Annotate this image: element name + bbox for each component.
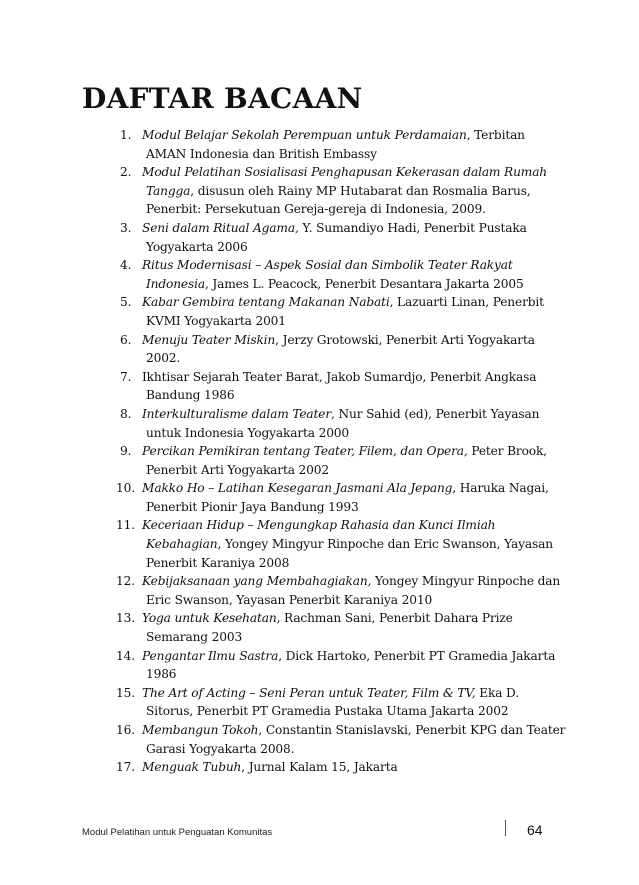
- item-title: Kabar Gembira tentang Makanan Nabati: [142, 295, 390, 310]
- item-details: , Constantin Stanislavski, Penerbit KPG dan Teater Garasi Yogyakarta 2008.: [146, 723, 566, 756]
- item-title: Keceriaan Hidup – Mengungkap Rahasia dan Kunci Ilmiah Kebahagian: [142, 518, 496, 552]
- page-title: DAFTAR BACAAN: [82, 82, 363, 115]
- item-number: 12.: [116, 574, 135, 589]
- reference-list: [98, 126, 568, 777]
- list-item: [98, 256, 568, 293]
- list-item: [98, 516, 568, 572]
- item-title: Menuju Teater Miskin: [142, 332, 276, 347]
- item-details: , James L. Peacock, Penerbit Desantara Jakarta 2005: [204, 276, 524, 291]
- item-number: 13.: [116, 611, 135, 626]
- item-number: 9.: [120, 444, 132, 459]
- item-details: , Rachman Sani, Penerbit Dahara Prize Semarang 2003: [146, 611, 513, 645]
- item-details: Ikhtisar Sejarah Teater Barat, Jakob Sumardjo, Penerbit Angkasa Bandung 1986: [142, 369, 537, 403]
- item-number: 5.: [120, 295, 132, 310]
- list-item: [98, 126, 568, 163]
- item-number: 16.: [116, 723, 135, 737]
- item-details: Yongey Mingyur Rinpoche dan Eric Swanson, Yayasan Penerbit Karaniya 2010: [146, 574, 561, 607]
- item-details: Y. Sumandiyo Hadi, Penerbit Pustaka Yogyakarta 2006: [146, 220, 527, 254]
- item-number: 10.: [116, 481, 135, 496]
- item-details: , Terbitan AMAN Indonesia dan British Embassy: [146, 128, 525, 161]
- list-item: [98, 163, 568, 219]
- list-item: [98, 293, 568, 330]
- list-item: [98, 442, 568, 479]
- item-title: Ritus Modernisasi – Aspek Sosial dan Simbolik Teater Rakyat Indonesia: [142, 258, 513, 291]
- item-title: Yoga untuk Kesehatan: [142, 611, 277, 626]
- footer-text: Modul Pelatihan untuk Penguatan Komunitas: [82, 827, 273, 838]
- item-details: , disusun oleh Rainy MP Hutabarat dan Rosmalia Barus, Penerbit: Persekutuan Gereja-gereja di Indonesia, 2009.: [146, 183, 531, 217]
- item-number: 3.: [120, 220, 132, 235]
- item-title: Modul Pelatihan Sosialisasi Penghapusan Kekerasan dalam Rumah Tangga: [142, 165, 548, 198]
- item-title: Percikan Pemikiran tentang Teater, Filem, dan Opera,: [142, 444, 468, 459]
- item-details: , Jurnal Kalam 15, Jakarta: [241, 760, 398, 775]
- item-title: Pengantar Ilmu Sastra: [142, 648, 279, 663]
- list-item: [98, 684, 568, 721]
- footer-divider: [505, 820, 506, 836]
- list-item: [98, 479, 568, 516]
- item-number: 8.: [120, 406, 132, 421]
- item-number: 4.: [120, 258, 132, 273]
- list-item: [98, 572, 568, 609]
- list-item: [98, 609, 568, 646]
- item-number: 17.: [116, 760, 135, 775]
- item-title: Kebijaksanaan yang Membahagiakan,: [142, 574, 372, 589]
- item-details: , Dick Hartoko, Penerbit PT Gramedia Jakarta 1986: [146, 648, 556, 682]
- item-details: , Haruka Nagai, Penerbit Pionir Jaya Bandung 1993: [146, 481, 549, 514]
- item-details: , Nur Sahid (ed), Penerbit Yayasan untuk Indonesia Yogyakarta 2000: [146, 406, 540, 440]
- item-details: , Jerzy Grotowski, Penerbit Arti Yogyakarta 2002.: [146, 332, 535, 366]
- list-item: [98, 647, 568, 684]
- item-number: 6.: [120, 332, 132, 347]
- item-number: 7.: [120, 369, 132, 384]
- item-number: 15.: [116, 685, 135, 700]
- list-item: [98, 368, 568, 405]
- list-item: [98, 721, 568, 758]
- item-title: Modul Belajar Sekolah Perempuan untuk Perdamaian: [142, 128, 467, 142]
- item-details: , Yongey Mingyur Rinpoche dan Eric Swanson, Yayasan Penerbit Karaniya 2008: [146, 537, 553, 570]
- list-item: [98, 405, 568, 442]
- item-title: Menguak Tubuh: [142, 760, 242, 775]
- item-title: Seni dalam Ritual Agama,: [142, 220, 299, 235]
- item-number: 14.: [116, 648, 135, 663]
- item-title: Membangun Tokoh: [142, 723, 259, 737]
- item-number: 2.: [120, 165, 132, 180]
- list-item: [98, 219, 568, 256]
- item-number: 1.: [120, 128, 132, 142]
- item-details: Peter Brook, Penerbit Arti Yogyakarta 2002: [146, 444, 547, 477]
- item-title: Makko Ho – Latihan Kesegaran Jasmani Ala Jepang: [142, 481, 453, 496]
- item-details: Eka D. Sitorus, Penerbit PT Gramedia Pustaka Utama Jakarta 2002: [146, 685, 519, 719]
- item-number: 11.: [116, 518, 135, 533]
- page-number: 64: [527, 822, 543, 838]
- list-item: [98, 331, 568, 368]
- item-title: The Art of Acting – Seni Peran untuk Teater, Film & TV,: [142, 685, 476, 700]
- item-title: Interkulturalisme dalam Teater: [142, 406, 332, 421]
- item-details: , Lazuarti Linan, Penerbit KVMI Yogyakarta 2001: [146, 295, 544, 328]
- list-item: [98, 758, 568, 777]
